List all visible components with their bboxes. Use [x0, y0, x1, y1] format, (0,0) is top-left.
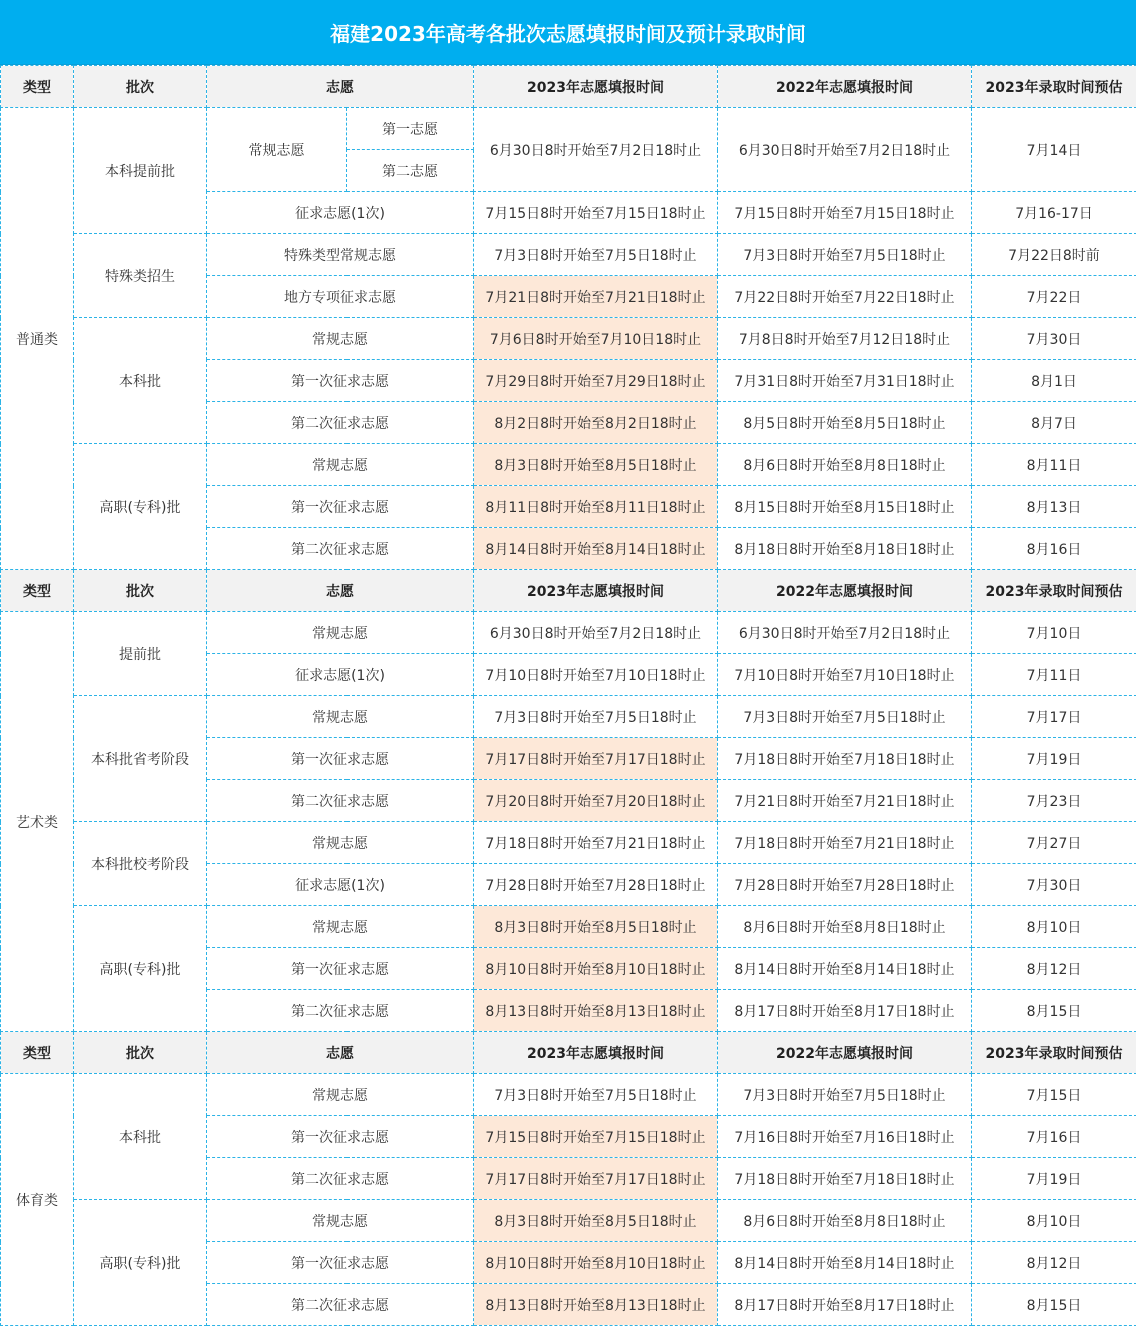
- estimate-cell: 7月14日: [972, 108, 1136, 192]
- time-2023-cell: 7月6日8时开始至7月10日18时止: [474, 318, 718, 360]
- time-2023-cell: 7月3日8时开始至7月5日18时止: [474, 1074, 718, 1116]
- time-2022-cell: 8月17日8时开始至8月17日18时止: [718, 990, 972, 1032]
- time-2022-cell: 7月8日8时开始至7月12日18时止: [718, 318, 972, 360]
- batch-cell: 本科批: [74, 1074, 207, 1200]
- header-batch: 批次: [74, 66, 207, 108]
- estimate-cell: 8月12日: [972, 1242, 1136, 1284]
- table-row: [1, 822, 1136, 864]
- time-2022-cell: 7月3日8时开始至7月5日18时止: [718, 1074, 972, 1116]
- time-2023-cell: 8月2日8时开始至8月2日18时止: [474, 402, 718, 444]
- batch-cell: 高职(专科)批: [74, 906, 207, 1032]
- wish-cell: 征求志愿(1次): [207, 192, 474, 234]
- batch-cell: 高职(专科)批: [74, 1200, 207, 1326]
- estimate-cell: 7月17日: [972, 696, 1136, 738]
- time-2023-cell: 8月10日8时开始至8月10日18时止: [474, 948, 718, 990]
- wish-cell: 第一次征求志愿: [207, 948, 474, 990]
- estimate-cell: 8月12日: [972, 948, 1136, 990]
- header-type: 类型: [1, 1032, 74, 1074]
- header-row: [1, 570, 1136, 612]
- type-cell: 普通类: [1, 108, 74, 570]
- time-2022-cell: 8月18日8时开始至8月18日18时止: [718, 528, 972, 570]
- wish-cell: 征求志愿(1次): [207, 654, 474, 696]
- estimate-cell: 7月16日: [972, 1116, 1136, 1158]
- time-2022-cell: 7月28日8时开始至7月28日18时止: [718, 864, 972, 906]
- wish-cell: 常规志愿: [207, 1074, 474, 1116]
- estimate-cell: 8月13日: [972, 486, 1136, 528]
- time-2023-cell: 7月15日8时开始至7月15日18时止: [474, 192, 718, 234]
- estimate-cell: 8月10日: [972, 1200, 1136, 1242]
- time-2022-cell: 8月6日8时开始至8月8日18时止: [718, 906, 972, 948]
- header-est: 2023年录取时间预估: [972, 1032, 1136, 1074]
- table-row: [1, 1200, 1136, 1242]
- estimate-cell: 8月1日: [972, 360, 1136, 402]
- estimate-cell: 7月19日: [972, 1158, 1136, 1200]
- time-2023-cell: 7月15日8时开始至7月15日18时止: [474, 1116, 718, 1158]
- time-2023-cell: 8月14日8时开始至8月14日18时止: [474, 528, 718, 570]
- time-2022-cell: 7月10日8时开始至7月10日18时止: [718, 654, 972, 696]
- estimate-cell: 7月22日: [972, 276, 1136, 318]
- estimate-cell: 7月27日: [972, 822, 1136, 864]
- estimate-cell: 7月10日: [972, 612, 1136, 654]
- time-2023-cell: 8月11日8时开始至8月11日18时止: [474, 486, 718, 528]
- estimate-cell: 8月11日: [972, 444, 1136, 486]
- header-type: 类型: [1, 66, 74, 108]
- table-row: [1, 696, 1136, 738]
- table-row: [1, 906, 1136, 948]
- estimate-cell: 7月30日: [972, 318, 1136, 360]
- type-cell: 艺术类: [1, 612, 74, 1032]
- wish-cell: 第二次征求志愿: [207, 1158, 474, 1200]
- wish-cell: 第二次征求志愿: [207, 990, 474, 1032]
- time-2023-cell: 6月30日8时开始至7月2日18时止: [474, 612, 718, 654]
- time-2023-cell: 7月10日8时开始至7月10日18时止: [474, 654, 718, 696]
- time-2023-cell: 7月18日8时开始至7月21日18时止: [474, 822, 718, 864]
- header-batch: 批次: [74, 1032, 207, 1074]
- table-row: [1, 444, 1136, 486]
- wish-cell: 第一次征求志愿: [207, 486, 474, 528]
- time-2022-cell: 7月22日8时开始至7月22日18时止: [718, 276, 972, 318]
- table-row: [1, 108, 1136, 150]
- estimate-cell: 7月19日: [972, 738, 1136, 780]
- wish-cell: 常规志愿: [207, 318, 474, 360]
- wish-cell: 常规志愿: [207, 108, 347, 192]
- estimate-cell: 8月7日: [972, 402, 1136, 444]
- time-2023-cell: 7月17日8时开始至7月17日18时止: [474, 1158, 718, 1200]
- wish-cell: 第一次征求志愿: [207, 1242, 474, 1284]
- time-2023-cell: 6月30日8时开始至7月2日18时止: [474, 108, 718, 192]
- header-wish: 志愿: [207, 570, 474, 612]
- estimate-cell: 7月15日: [972, 1074, 1136, 1116]
- time-2022-cell: 8月14日8时开始至8月14日18时止: [718, 948, 972, 990]
- wish-cell: 常规志愿: [207, 612, 474, 654]
- wish-cell: 第二次征求志愿: [207, 1284, 474, 1326]
- wish-cell: 第一次征求志愿: [207, 360, 474, 402]
- time-2023-cell: 8月3日8时开始至8月5日18时止: [474, 444, 718, 486]
- wish-cell: 常规志愿: [207, 906, 474, 948]
- estimate-cell: 8月16日: [972, 528, 1136, 570]
- batch-cell: 特殊类招生: [74, 234, 207, 318]
- time-2022-cell: 7月15日8时开始至7月15日18时止: [718, 192, 972, 234]
- time-2022-cell: 7月18日8时开始至7月21日18时止: [718, 822, 972, 864]
- time-2022-cell: 7月18日8时开始至7月18日18时止: [718, 738, 972, 780]
- batch-cell: 提前批: [74, 612, 207, 696]
- wish-cell: 常规志愿: [207, 1200, 474, 1242]
- header-y2023: 2023年志愿填报时间: [474, 1032, 718, 1074]
- header-row: [1, 1032, 1136, 1074]
- page-title: 福建2023年高考各批次志愿填报时间及预计录取时间: [0, 0, 1136, 65]
- batch-cell: 本科批省考阶段: [74, 696, 207, 822]
- time-2022-cell: 7月21日8时开始至7月21日18时止: [718, 780, 972, 822]
- time-2023-cell: 8月3日8时开始至8月5日18时止: [474, 1200, 718, 1242]
- time-2023-cell: 7月3日8时开始至7月5日18时止: [474, 234, 718, 276]
- time-2022-cell: 8月5日8时开始至8月5日18时止: [718, 402, 972, 444]
- wish-cell: 特殊类型常规志愿: [207, 234, 474, 276]
- estimate-cell: 7月22日8时前: [972, 234, 1136, 276]
- batch-cell: 本科提前批: [74, 108, 207, 234]
- wish-cell: 常规志愿: [207, 696, 474, 738]
- estimate-cell: 8月15日: [972, 1284, 1136, 1326]
- time-2023-cell: 8月10日8时开始至8月10日18时止: [474, 1242, 718, 1284]
- estimate-cell: 7月30日: [972, 864, 1136, 906]
- wish-cell: 第二次征求志愿: [207, 402, 474, 444]
- header-wish: 志愿: [207, 66, 474, 108]
- estimate-cell: 7月23日: [972, 780, 1136, 822]
- table-row: [1, 1074, 1136, 1116]
- batch-cell: 高职(专科)批: [74, 444, 207, 570]
- type-cell: 体育类: [1, 1074, 74, 1326]
- schedule-table: [0, 65, 1136, 1326]
- wish-cell: 常规志愿: [207, 822, 474, 864]
- time-2022-cell: 7月18日8时开始至7月18日18时止: [718, 1158, 972, 1200]
- wish-cell: 征求志愿(1次): [207, 864, 474, 906]
- time-2022-cell: 6月30日8时开始至7月2日18时止: [718, 108, 972, 192]
- header-wish: 志愿: [207, 1032, 474, 1074]
- time-2023-cell: 8月13日8时开始至8月13日18时止: [474, 1284, 718, 1326]
- time-2022-cell: 8月6日8时开始至8月8日18时止: [718, 444, 972, 486]
- table-row: [1, 318, 1136, 360]
- time-2022-cell: 8月14日8时开始至8月14日18时止: [718, 1242, 972, 1284]
- table-row: [1, 612, 1136, 654]
- header-type: 类型: [1, 570, 74, 612]
- batch-cell: 本科批: [74, 318, 207, 444]
- header-y2023: 2023年志愿填报时间: [474, 570, 718, 612]
- header-est: 2023年录取时间预估: [972, 570, 1136, 612]
- sub-wish-cell: 第一志愿: [347, 108, 474, 150]
- time-2022-cell: 6月30日8时开始至7月2日18时止: [718, 612, 972, 654]
- header-batch: 批次: [74, 570, 207, 612]
- time-2022-cell: 7月3日8时开始至7月5日18时止: [718, 234, 972, 276]
- time-2023-cell: 8月3日8时开始至8月5日18时止: [474, 906, 718, 948]
- wish-cell: 第一次征求志愿: [207, 1116, 474, 1158]
- wish-cell: 第一次征求志愿: [207, 738, 474, 780]
- time-2023-cell: 7月17日8时开始至7月17日18时止: [474, 738, 718, 780]
- time-2022-cell: 8月15日8时开始至8月15日18时止: [718, 486, 972, 528]
- header-y2022: 2022年志愿填报时间: [718, 570, 972, 612]
- table-row: [1, 234, 1136, 276]
- table-body: [1, 66, 1136, 1326]
- time-2023-cell: 7月29日8时开始至7月29日18时止: [474, 360, 718, 402]
- time-2022-cell: 8月17日8时开始至8月17日18时止: [718, 1284, 972, 1326]
- time-2023-cell: 8月13日8时开始至8月13日18时止: [474, 990, 718, 1032]
- wish-cell: 常规志愿: [207, 444, 474, 486]
- estimate-cell: 7月11日: [972, 654, 1136, 696]
- sub-wish-cell: 第二志愿: [347, 150, 474, 192]
- estimate-cell: 7月16-17日: [972, 192, 1136, 234]
- header-y2022: 2022年志愿填报时间: [718, 1032, 972, 1074]
- wish-cell: 地方专项征求志愿: [207, 276, 474, 318]
- header-y2022: 2022年志愿填报时间: [718, 66, 972, 108]
- time-2022-cell: 7月31日8时开始至7月31日18时止: [718, 360, 972, 402]
- time-2023-cell: 7月20日8时开始至7月20日18时止: [474, 780, 718, 822]
- time-2022-cell: 8月6日8时开始至8月8日18时止: [718, 1200, 972, 1242]
- estimate-cell: 8月10日: [972, 906, 1136, 948]
- time-2022-cell: 7月16日8时开始至7月16日18时止: [718, 1116, 972, 1158]
- time-2023-cell: 7月3日8时开始至7月5日18时止: [474, 696, 718, 738]
- wish-cell: 第二次征求志愿: [207, 780, 474, 822]
- header-est: 2023年录取时间预估: [972, 66, 1136, 108]
- header-y2023: 2023年志愿填报时间: [474, 66, 718, 108]
- time-2022-cell: 7月3日8时开始至7月5日18时止: [718, 696, 972, 738]
- estimate-cell: 8月15日: [972, 990, 1136, 1032]
- header-row: [1, 66, 1136, 108]
- time-2023-cell: 7月21日8时开始至7月21日18时止: [474, 276, 718, 318]
- wish-cell: 第二次征求志愿: [207, 528, 474, 570]
- time-2023-cell: 7月28日8时开始至7月28日18时止: [474, 864, 718, 906]
- batch-cell: 本科批校考阶段: [74, 822, 207, 906]
